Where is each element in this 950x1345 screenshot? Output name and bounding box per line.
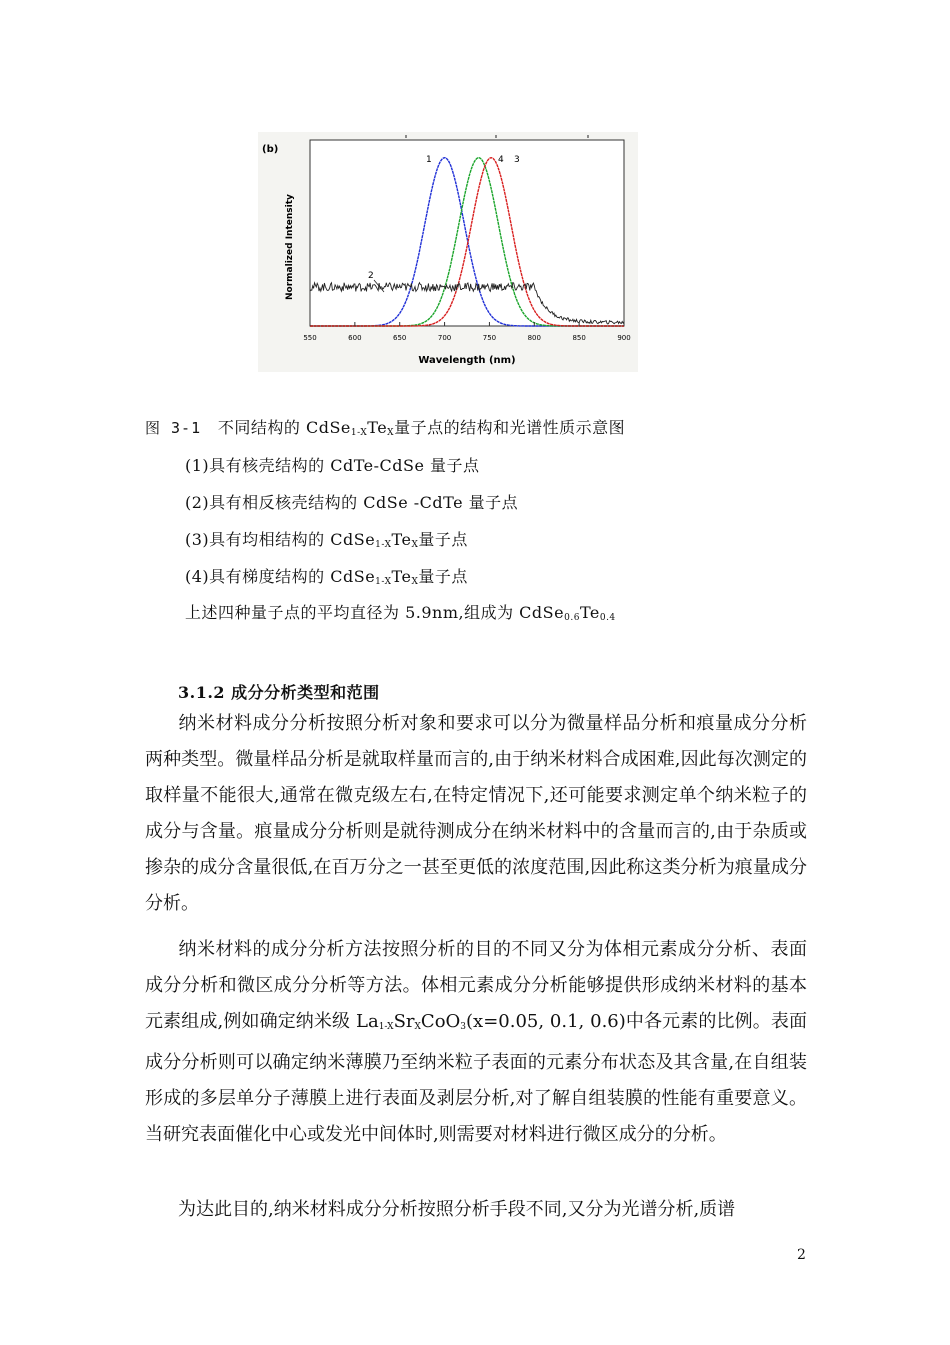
page-number: 2 (797, 1247, 806, 1263)
section-number: 3.1.2 (178, 683, 226, 702)
curve-label-1: 1 (426, 155, 432, 165)
spectra-figure (258, 132, 638, 372)
legend-item-4: (4)具有梯度结构的 $CdSe_{1-X}Te_X$量子点 (185, 567, 468, 587)
curve-label-3: 3 (514, 155, 520, 165)
paragraph-1: 纳米材料成分分析按照分析对象和要求可以分为微量样品分析和痕量成分分析两种类型。微量样品分析是就取样量而言的,由于纳米材料合成困难,因此每次测定的取样量不能很大,通常在微克级左右,在特定情况下,还可能要求测定单个纳米粒子的成分与含量。痕量成分分析则是就待测成分在纳米材料中的含量而言的,由于杂质或掺杂的成分含量很低,在百万分之一甚至更低的浓度范围,因此称这类分析为痕量成分分析。 (145, 713, 807, 914)
legend-item-1: (1)具有核壳结构的 CdTe-CdSe 量子点 (185, 456, 480, 475)
summary-line: 上述四种量子点的平均直径为 5.9nm,组成为 $CdSe_{0.6}Te_{0.4}$ (185, 603, 616, 623)
legend-item-2: (2)具有相反核壳结构的 CdSe -CdTe 量子点 (185, 493, 519, 512)
curve-label-2: 2 (368, 271, 374, 281)
y-axis-label: Normalized Intensity (285, 194, 295, 300)
x-tick-label: 550 (303, 334, 317, 342)
caption-prefix: 图 3-1 (145, 419, 202, 437)
spectra-chart (258, 132, 638, 372)
x-tick-label: 850 (572, 334, 586, 342)
x-tick-label: 900 (617, 334, 631, 342)
caption-sub-1: 1-X (350, 428, 368, 438)
figure-caption (145, 415, 625, 438)
section-heading (178, 680, 380, 703)
legend-item-3: (3)具有均相结构的 $CdSe_{1-X}Te_X$量子点 (185, 530, 468, 550)
x-tick-label: 600 (348, 334, 362, 342)
x-tick-label: 750 (482, 334, 497, 342)
x-axis-label: Wavelength (nm) (418, 355, 516, 366)
x-tick-label: 800 (527, 334, 541, 342)
plot-frame (310, 140, 624, 326)
curve-label-4: 4 (498, 155, 504, 165)
paragraph-2: 纳米材料的成分分析方法按照分析的目的不同又分为体相元素成分分析、表面成分分析和微区成分分析等方法。体相元素成分分析能够提供形成纳米材料的基本元素组成,例如确定纳米级 $La_{1-X}Sr_XCoO_3(x=0.05$, 0.1, 0.6)中各元素的比例。表面成分分析则可以确定纳米薄膜乃至纳米粒子表面的元素分布状态及其含量,在自组装形成的多层单分子薄膜上进行表面及剥层分析,对了解自组装膜的性能有重要意义。当研究表面催化中心或发光中间体时,则需要对材料进行微区成分的分析。 (145, 939, 807, 1145)
panel-label: (b) (262, 144, 279, 155)
caption-sub-2: X (387, 428, 395, 438)
x-tick-label: 700 (437, 334, 452, 342)
x-tick-label: 650 (393, 334, 407, 342)
caption-text-b: Te (367, 418, 388, 437)
caption-text-c: 量子点的结构和光谱性质示意图 (394, 418, 626, 437)
caption-text-a: 不同结构的 CdSe (217, 418, 351, 437)
paragraph-3: 为达此目的,纳米材料成分分析按照分析手段不同,又分为光谱分析,质谱 (178, 1199, 736, 1220)
section-title: 成分分析类型和范围 (231, 683, 380, 702)
